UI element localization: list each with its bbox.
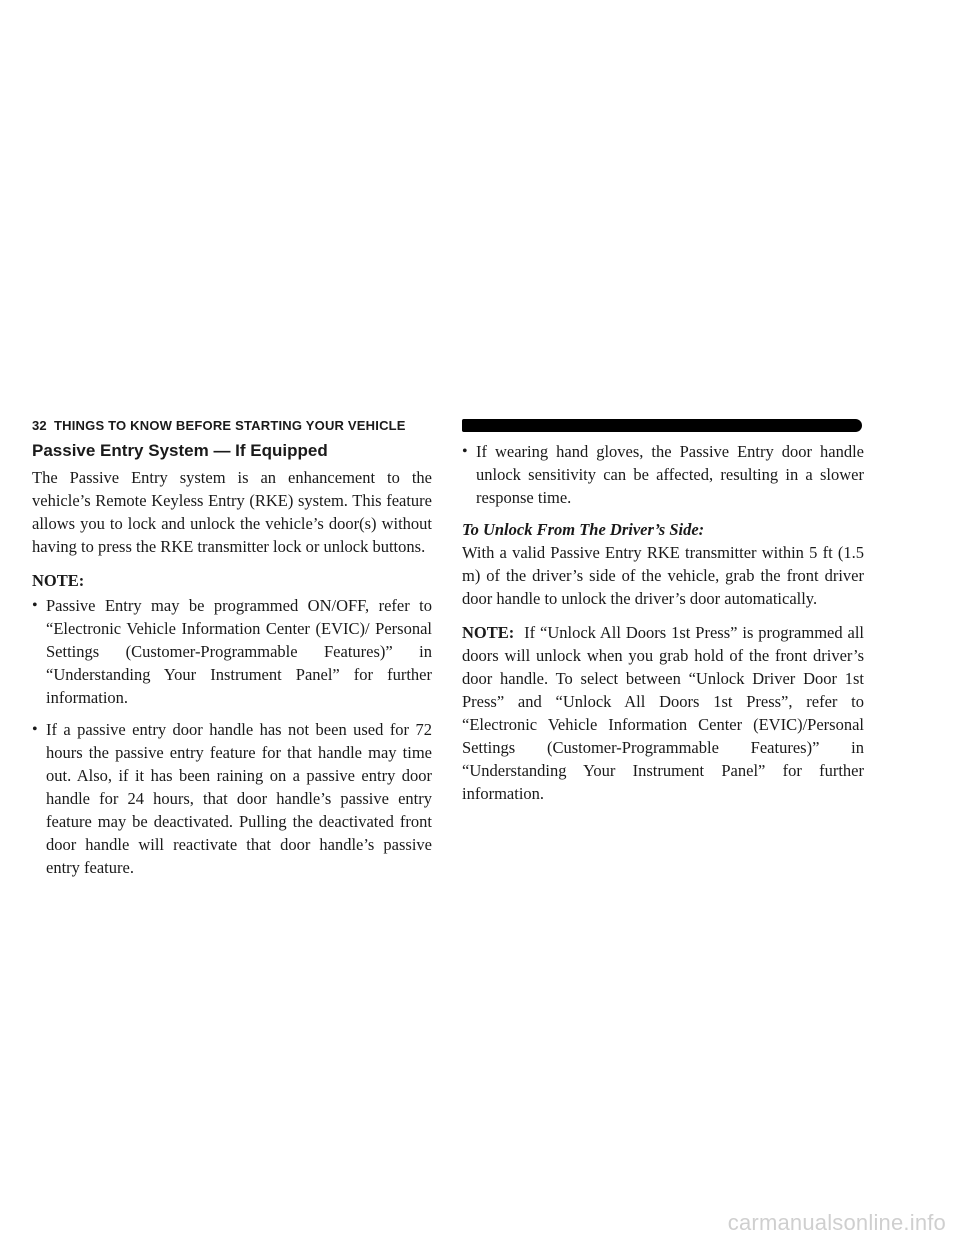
running-title: THINGS TO KNOW BEFORE STARTING YOUR VEHICLE xyxy=(54,418,406,433)
list-item xyxy=(462,440,864,509)
bullet-icon: • xyxy=(32,597,38,614)
bullet-icon: • xyxy=(462,443,468,460)
note-label: NOTE: xyxy=(462,623,515,642)
watermark: carmanualsonline.info xyxy=(727,1210,946,1235)
list-item xyxy=(32,718,432,879)
intro-paragraph: The Passive Entry system is an enhancement to the vehicle’s Remote Keyless Entry (RKE) system. This feature allows you to lock and unlock the vehicle’s door(s) without having to press the RKE transmitter lock or unlock buttons. xyxy=(32,468,432,556)
header-bar xyxy=(462,419,862,432)
right-column xyxy=(462,440,864,805)
bullet-text: Passive Entry may be programmed ON/OFF, refer to “Electronic Vehicle Information Center (EVIC)/ Personal Settings (Customer-Programmable Features)” in “Understanding Your Instrument Panel” for further information. xyxy=(46,596,432,707)
bullet-text: If wearing hand gloves, the Passive Entry door handle unlock sensitivity can be affected, resulting in a slower response time. xyxy=(476,442,864,507)
bullet-icon: • xyxy=(32,721,38,738)
unlock-paragraph: With a valid Passive Entry RKE transmitter within 5 ft (1.5 m) of the driver’s side of the vehicle, grab the front driver door handle to unlock the driver’s door automatically. xyxy=(462,543,864,608)
page-number: 32 xyxy=(32,418,47,433)
glove-bullets xyxy=(462,440,864,509)
bullet-text: If a passive entry door handle has not been used for 72 hours the passive entry feature for that handle may time out. Also, if it has been raining on a passive entry door handle for 24 hours, that door handle’s passive entry feature may be deactivated. Pulling the deactivated front door handle will reactivate that door handle’s passive entry feature. xyxy=(46,720,432,877)
note-label: NOTE: xyxy=(32,571,85,590)
left-column xyxy=(32,440,432,888)
page-header xyxy=(32,416,862,436)
note-text: If “Unlock All Doors 1st Press” is programmed all doors will unlock when you grab hold of the front driver’s door handle. To select between “Unlock Driver Door 1st Press” and “Unlock All Doors 1st Press”, refer to “Electronic Vehicle Information Center (EVIC)/Personal Settings (Customer-Programmable Features)” in “Understanding Your Instrument Panel” for further information. xyxy=(462,623,865,803)
unlock-subheading: To Unlock From The Driver’s Side: xyxy=(462,520,705,539)
note-bullets xyxy=(32,594,432,879)
section-title: Passive Entry System — If Equipped xyxy=(32,441,328,460)
note-paragraph xyxy=(462,621,864,805)
list-item xyxy=(32,594,432,709)
